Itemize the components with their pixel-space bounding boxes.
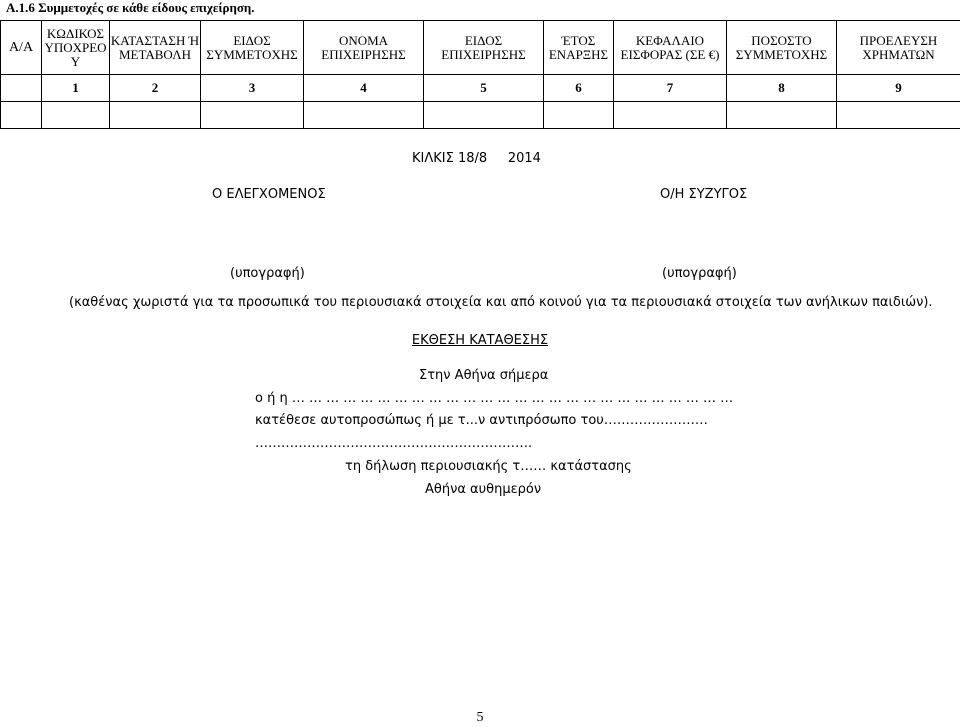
table-cell[interactable] [42, 102, 110, 129]
column-number-row [1, 75, 960, 102]
column-number-cell: 1 [42, 75, 110, 102]
table-cell[interactable] [304, 102, 424, 129]
table-cell[interactable] [544, 102, 614, 129]
header-money-origin: ΠΡΟΕΛΕΥΣΗ ΧΡΗΜΑΤΩΝ [837, 21, 960, 75]
column-number-cell: 9 [837, 75, 960, 102]
header-company-name: ΟΝΟΜΑ ΕΠΙΧΕΙΡΗΣΗΣ [304, 21, 424, 75]
column-number-cell: 4 [304, 75, 424, 102]
header-participation-type: ΕΙΔΟΣ ΣΥΜΜΕΤΟΧΗΣ [201, 21, 304, 75]
table-row [1, 102, 960, 129]
deposit-report-title: ΕΚΘΕΣΗ ΚΑΤΑΘΕΣΗΣ [411, 333, 549, 348]
signatory-right: Ο/Η ΣΥΖΥΓΟΣ [660, 187, 748, 202]
table-cell[interactable] [1, 102, 42, 129]
year-label: 2014 [507, 151, 541, 166]
header-percentage: ΠΟΣΟΣΤΟ ΣΥΜΜΕΤΟΧΗΣ [727, 21, 837, 75]
table-cell[interactable] [837, 102, 960, 129]
signatory-left: Ο ΕΛΕΓΧΟΜΕΝΟΣ [212, 187, 326, 202]
header-taxpayer-code: ΚΩΔΙΚΟΣ ΥΠΟΧΡΕΟ Υ [42, 21, 110, 75]
column-number-cell: 2 [110, 75, 201, 102]
deposit-line-5: τη δήλωση περιουσιακής τ…… κατάστασης [345, 459, 632, 474]
page-number: 5 [476, 710, 484, 725]
header-aa: Α/Α [1, 21, 42, 75]
header-status-change: ΚΑΤΑΣΤΑΣΗ Ή ΜΕΤΑΒΟΛΗ [110, 21, 201, 75]
table-cell[interactable] [727, 102, 837, 129]
table-cell[interactable] [424, 102, 544, 129]
column-number-cell: 6 [544, 75, 614, 102]
section-title: A.1.6 Συμμετοχές σε κάθε είδους επιχείρηση. [6, 0, 255, 15]
table-header-row [1, 21, 960, 75]
signature-right: (υπογραφή) [662, 266, 737, 281]
deposit-line-1: Στην Αθήνα σήμερα [419, 368, 549, 383]
deposit-line-3: κατέθεσε αυτοπροσώπως ή με τ...ν αντιπρόσωπο του…………………… [255, 413, 708, 428]
header-company-type: ΕΙΔΟΣ ΕΠΙΧΕΙΡΗΣΗΣ [424, 21, 544, 75]
header-start-year: ΈΤΟΣ ΕΝΑΡΞΗΣ [544, 21, 614, 75]
place-date [412, 151, 541, 166]
column-number-cell: 3 [201, 75, 304, 102]
table-cell[interactable] [614, 102, 727, 129]
signature-left: (υπογραφή) [230, 266, 305, 281]
column-number-cell: 8 [727, 75, 837, 102]
column-number-cell [1, 75, 42, 102]
table-cell[interactable] [201, 102, 304, 129]
deposit-line-4: ………………………………………………………. [255, 436, 533, 451]
participations-table [0, 20, 960, 129]
header-capital: ΚΕΦΑΛΑΙΟ ΕΙΣΦΟΡΑΣ (ΣΕ €) [614, 21, 727, 75]
explanatory-note: (καθένας χωριστά για τα προσωπικά του περιουσιακά στοιχεία και από κοινού για τα περιουσιακά στοιχεία των ανήλικων παιδιών). [69, 295, 933, 310]
column-number-cell: 7 [614, 75, 727, 102]
deposit-line-2: ο ή η … … … … … … … … … … … … … … … … … … … … … … … … … … [255, 391, 734, 406]
deposit-line-6: Αθήνα αυθημερόν [425, 482, 542, 497]
place-label: ΚΙΛΚΙΣ 18/8 [412, 151, 488, 166]
table-cell[interactable] [110, 102, 201, 129]
column-number-cell: 5 [424, 75, 544, 102]
